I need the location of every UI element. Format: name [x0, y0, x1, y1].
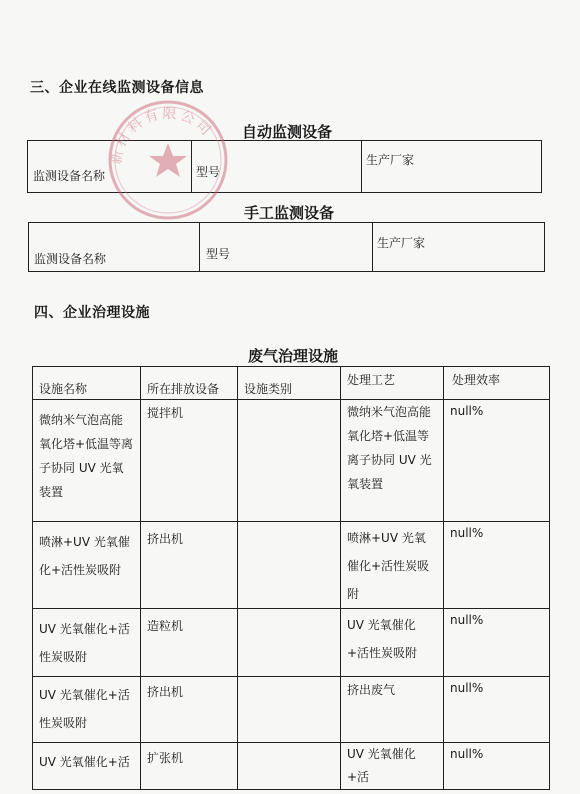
table-row — [29, 223, 545, 272]
table-header-cell: 处理工艺 — [341, 367, 444, 400]
category-cell — [238, 400, 341, 522]
process-cell: 喷淋+UV 光氧催化+活性炭吸附 — [341, 522, 444, 609]
equipment-cell: 搅拌机 — [141, 400, 238, 522]
process-cell: 挤出废气 — [341, 677, 444, 743]
efficiency-cell: null% — [444, 522, 550, 609]
table-header-cell: 处理效率 — [444, 367, 550, 400]
section-4-heading: 四、企业治理设施 — [34, 305, 150, 321]
category-cell — [238, 609, 341, 677]
table-header-cell: 生产厂家 — [362, 141, 542, 193]
waste-gas-table — [32, 366, 550, 790]
table-header-cell: 所在排放设备 — [141, 367, 238, 400]
efficiency-cell: null% — [444, 677, 550, 743]
section-3-heading: 三、企业在线监测设备信息 — [30, 80, 204, 96]
category-cell — [238, 743, 341, 790]
table-row — [33, 677, 550, 743]
category-cell — [238, 522, 341, 609]
facility-name-cell: UV 光氧催化+活性炭吸附 — [33, 677, 141, 743]
equipment-cell: 挤出机 — [141, 677, 238, 743]
table-header-cell: 监测设备名称 — [28, 141, 192, 193]
table-row — [33, 400, 550, 522]
auto-monitor-title: 自动监测设备 — [242, 123, 333, 141]
efficiency-cell: null% — [444, 743, 550, 790]
category-cell — [238, 677, 341, 743]
efficiency-cell: null% — [444, 400, 550, 522]
auto-monitor-table — [27, 140, 542, 193]
equipment-cell: 造粒机 — [141, 609, 238, 677]
facility-name-cell: 喷淋+UV 光氧催化+活性炭吸附 — [33, 522, 141, 609]
table-header-cell: 型号 — [192, 141, 362, 193]
table-row — [33, 743, 550, 790]
equipment-cell: 挤出机 — [141, 522, 238, 609]
process-cell: UV 光氧催化+活性炭吸附 — [341, 609, 444, 677]
table-header-row — [33, 367, 550, 400]
table-header-cell: 型号 — [200, 223, 373, 272]
manual-monitor-table — [28, 222, 545, 272]
table-header-cell: 设施名称 — [33, 367, 141, 400]
table-row — [33, 609, 550, 677]
equipment-cell: 扩张机 — [141, 743, 238, 790]
process-cell: UV 光氧催化+活 — [341, 743, 444, 790]
waste-gas-title: 废气治理设施 — [248, 347, 339, 365]
process-cell: 微纳米气泡高能氧化塔+低温等离子协同 UV 光氧装置 — [341, 400, 444, 522]
table-row — [33, 522, 550, 609]
table-header-cell: 设施类别 — [238, 367, 341, 400]
facility-name-cell: UV 光氧催化+活性炭吸附 — [33, 609, 141, 677]
table-header-cell: 生产厂家 — [373, 223, 545, 272]
seal-text: 新材料有限公司 — [108, 105, 216, 166]
table-header-cell: 监测设备名称 — [29, 223, 200, 272]
manual-monitor-title: 手工监测设备 — [244, 204, 335, 222]
facility-name-cell: 微纳米气泡高能氧化塔+低温等离子协同 UV 光氧装置 — [33, 400, 141, 522]
efficiency-cell: null% — [444, 609, 550, 677]
table-row — [28, 141, 542, 193]
facility-name-cell: UV 光氧催化+活 — [33, 743, 141, 790]
